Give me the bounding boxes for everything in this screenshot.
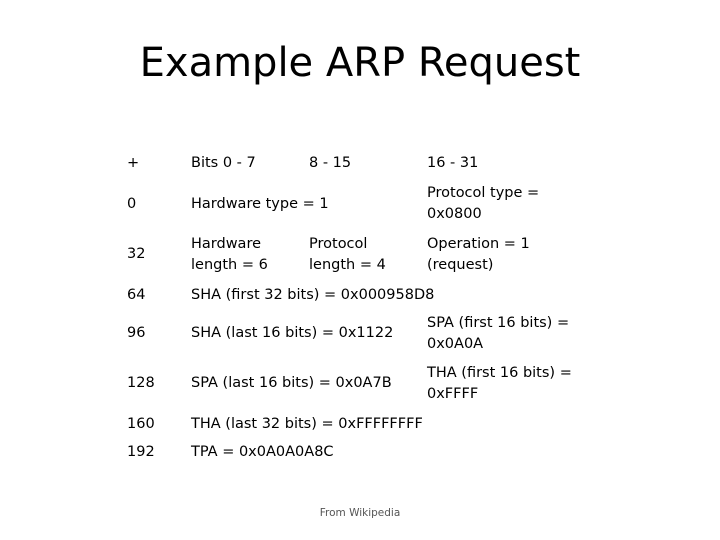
operation-cell: Operation = 1 (request) (427, 236, 530, 273)
protocol-type-cell: Protocol type = 0x0800 (427, 185, 540, 222)
tha-last-cell: THA (last 32 bits) = 0xFFFFFFFF (191, 416, 423, 432)
row-offset-32: 32 (127, 246, 146, 262)
protocol-length-cell: Protocol length = 4 (309, 236, 386, 273)
header-bits-16-31: 16 - 31 (427, 155, 479, 171)
tha-first-cell: THA (first 16 bits) = 0xFFFF (427, 365, 572, 402)
sha-first-cell: SHA (first 32 bits) = 0x000958D8 (191, 287, 435, 303)
row-offset-0: 0 (127, 196, 137, 212)
header-offset: + (127, 155, 140, 171)
row-offset-96: 96 (127, 325, 146, 341)
row-offset-128: 128 (127, 375, 155, 391)
header-bits-0-7: Bits 0 - 7 (191, 155, 256, 171)
header-bits-8-15: 8 - 15 (309, 155, 352, 171)
tpa-cell: TPA = 0x0A0A0A8C (191, 444, 334, 460)
sha-last-cell: SHA (last 16 bits) = 0x1122 (191, 325, 394, 341)
row-offset-64: 64 (127, 287, 146, 303)
hardware-type-cell: Hardware type = 1 (191, 196, 329, 212)
source-credit: From Wikipedia (319, 507, 401, 519)
spa-last-cell: SPA (last 16 bits) = 0x0A7B (191, 375, 392, 391)
row-offset-160: 160 (127, 416, 155, 432)
row-offset-192: 192 (127, 444, 155, 460)
hardware-length-cell: Hardware length = 6 (191, 236, 268, 273)
page-title: Example ARP Request (139, 40, 581, 86)
spa-first-cell: SPA (first 16 bits) = 0x0A0A (427, 315, 570, 352)
